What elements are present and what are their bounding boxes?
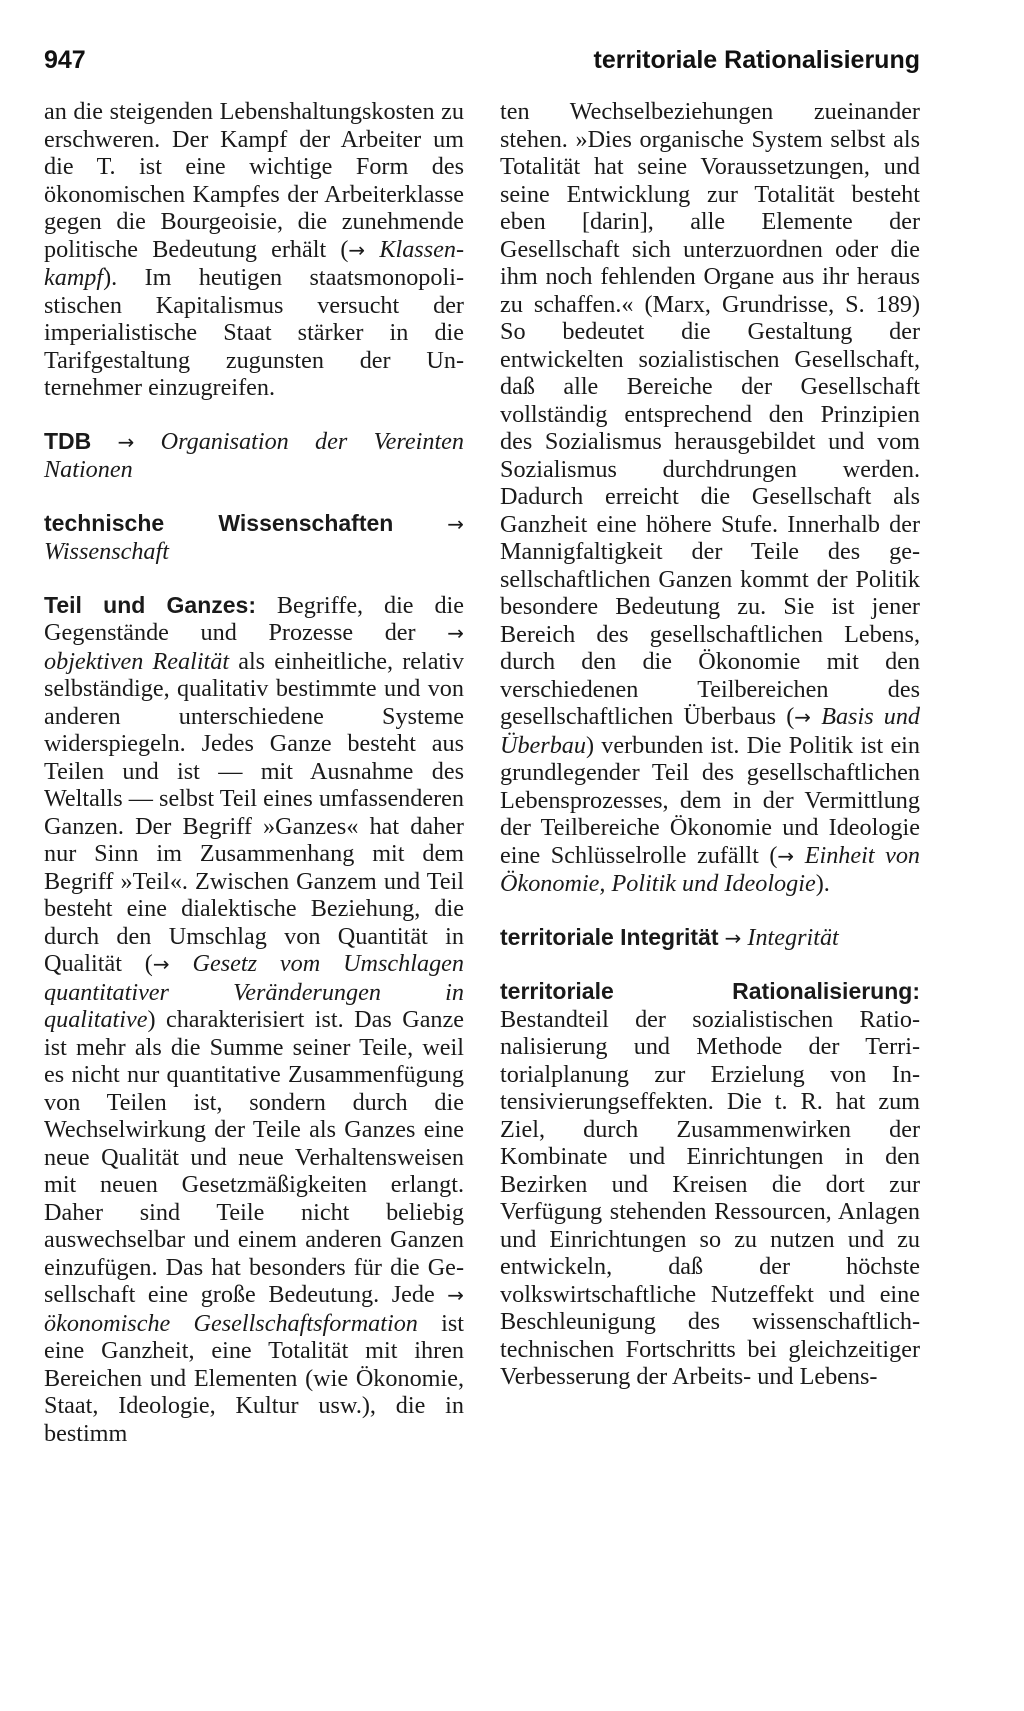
left-column <box>44 98 464 1447</box>
entry-teil-und-ganzes <box>44 592 464 1448</box>
cross-reference-link[interactable]: objektiven Realität <box>44 647 230 675</box>
headword: TDB <box>44 427 92 454</box>
cross-reference-arrow: → <box>724 925 742 950</box>
cross-reference-arrow: → <box>152 952 170 976</box>
right-column <box>500 98 920 1391</box>
headword: territoriale Rationalisierung: <box>500 978 920 1004</box>
text: ist eine Ganzheit, eine Totalität mit ihren Bereichen und Elementen (wie Ökonomie, Staat, Ideologie, Kultur usw.), die in bestimm <box>44 1309 464 1447</box>
cross-reference-link[interactable]: Organisation der Vereinten Nationen <box>44 427 465 483</box>
cross-reference-arrow: → <box>348 237 366 262</box>
entry-tdb <box>44 428 464 484</box>
text: an die steigenden Lebenshaltungskosten zu erschweren. Der Kampf der Arbeiter um die T. ist eine wichtige Form des ökonomischen Kampfes der Arbeiterklasse gegen die Bourgeoisie, die zunehmende politische Bedeutung erhält ( <box>44 98 464 263</box>
headword: Teil und Ganzes: <box>44 591 257 618</box>
cross-reference-arrow: → <box>447 621 464 645</box>
headword: technische Wissenschaften <box>44 509 394 536</box>
cross-reference-link[interactable]: Wissenschaft <box>44 538 169 565</box>
text: ). Im heutigen staatsmonopolistischen Kapitalismus versucht der imperialistische Staat stärker in die Tarifgestaltung zugunsten der Unternehmer einzugreifen. <box>44 264 464 401</box>
cross-reference-link[interactable]: Klassenkampf <box>44 235 465 291</box>
cross-reference-arrow: → <box>794 705 812 729</box>
running-title: territoriale Rationalisierung <box>593 46 920 74</box>
cross-reference-arrow: → <box>447 1283 464 1307</box>
cross-reference-link[interactable]: ökonomische Gesellschaftsformation <box>44 1309 418 1337</box>
entry-territoriale-integritaet <box>500 924 920 953</box>
headword: territoriale Integrität <box>500 923 719 950</box>
text: ) charakterisiert ist. Das Ganze ist mehr als die Summe seiner Teile, weil es nicht nur quantitative Zusammenfügung von Teilen ist, sondern durch die Wechselwirkung der Teile als Ganzes eine neue Qualität und neue Verhaltensweisen mit neuen Gesetzmäßigkeiten erlangt. Daher sind Teile nicht beliebig auswechselbar und einem anderen Ganzen einzufügen. Das hat besonders für die Gesellschaft eine große Bedeutung. Jede <box>44 1006 464 1308</box>
text: Begriffe, die die Gegenstände und Prozesse der <box>44 591 464 646</box>
text: ). <box>815 870 830 897</box>
cross-reference-link[interactable]: Basis und Überbau <box>500 703 921 759</box>
cross-reference-arrow: → <box>117 429 135 454</box>
cross-reference-arrow: → <box>777 843 795 868</box>
text: ) verbunden ist. Die Politik ist ein grundlegender Teil des gesellschaftlichen Lebensprozesses, dem in der Vermittlung der Teilbereiche Ökonomie und Ideologie eine Schlüsselrolle zufällt ( <box>500 731 920 869</box>
running-head <box>44 42 920 78</box>
text: Bestandteil der sozialistischen Rationalisierung und Methode der Territorialplanung zur Erzielung von Intensivierungseffekten. Die t. R. hat zum Ziel, durch Zusammenwirken der Kombinate und Einrichtungen in den Bezirken und Kreisen die dort zur Verfügung stehenden Ressourcen, Anlagen und Einrichtungen so zu nutzen und zu entwickeln, daß der höchste volkswirtschaftliche Nutzeffekt und eine Beschleunigung des wissenschaftlich-technischen Fortschritts bei gleichzeitiger Verbesserung der Arbeits- und Lebens- <box>500 1005 920 1390</box>
page-number: 947 <box>44 46 86 74</box>
entry-territoriale-rationalisierung <box>500 978 920 1391</box>
text: als einheitliche, relativ selbständige, qualitativ bestimmte und von anderen unterschiedene Systeme widerspiegeln. Jedes Ganze besteht aus Teilen und ist — mit Ausnahme des Weltalls — selbst Teil eines umfassenderen Ganzen. Der Begriff »Ganzes« hat daher nur Sinn im Zusammenhang mit dem Begriff »Teil«. Zwischen Ganzem und Teil besteht eine dialektische Beziehung, die durch den Umschlag von Quantität in Qualität ( <box>44 647 464 977</box>
text: ten Wechselbeziehungen zueinander stehen. »Dies organische System selbst als Totalität hat seine Voraussetzungen, und seine Entwicklung zur Totalität besteht eben [darin], alle Elemente der Gesellschaft sich unterzuordnen oder die ihm noch fehlenden Organe aus ihr heraus zu schaffen.« (Marx, Grundrisse, S. 189) So bedeutet die Gestaltung der entwickelten sozialistischen Gesellschaft, daß alle Bereiche der Gesellschaft vollständig entsprechend den Prinzipien des Sozialismus herausgebildet und vom Sozialismus durchdrungen werden. Dadurch erreicht die Gesellschaft als Ganzheit eine höhere Stufe. Innerhalb der Mannigfaltigkeit der Teile des gesellschaftlichen Ganzen kommt der Politik besondere Bedeutung zu. Sie ist jener Bereich des gesellschaftlichen Lebens, durch den die Ökonomie mit den verschiedenen Teilbereichen des gesellschaftlichen Überbaus ( <box>500 98 920 730</box>
entry-technische-wissenschaften <box>44 510 464 566</box>
entry-continuation-teil-und-ganzes <box>500 98 920 898</box>
cross-reference-link[interactable]: Einheit von Ökonomie, Politik und Ideologie <box>500 841 921 897</box>
cross-reference-link[interactable]: Integrität <box>747 923 839 951</box>
entry-continuation-tarif <box>44 98 464 402</box>
cross-reference-link[interactable]: Gesetz vom Umschlagen quantitativer Veränderungen in qualitative <box>44 950 464 1033</box>
cross-reference-arrow: → <box>447 511 465 536</box>
